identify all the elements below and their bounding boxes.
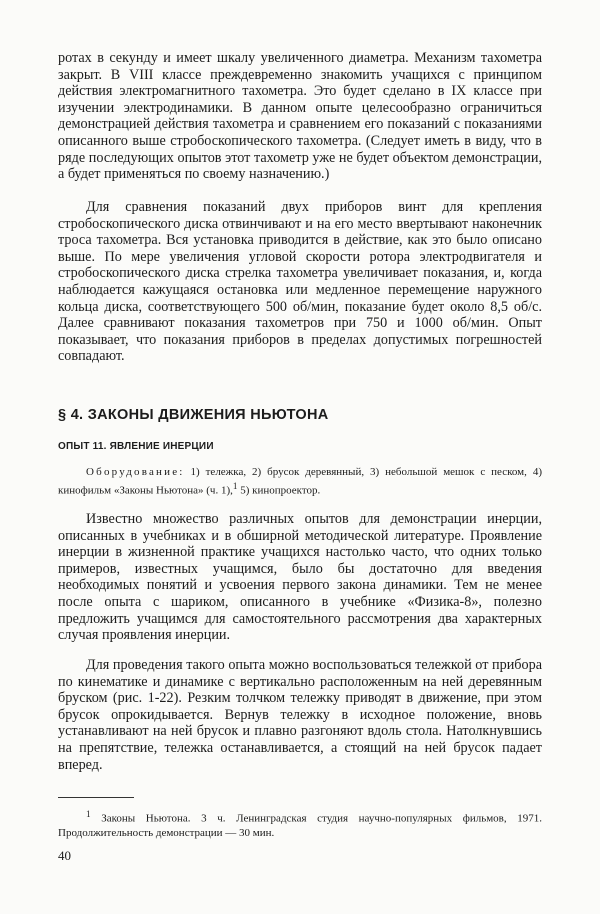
paragraph-inertia-intro: Известно множество различных опытов для демонстрации инерции, описанных в учебниках и в обширной методической литературе. Проявление инерции в жизненной практике учащихся настолько часто, что одних только примеров, известных учащимся, было бы достаточно для введения необходимых понятий и усвоения первого закона динамики. Тем не менее после опыта с шариком, описанного в учебнике «Физика-8», полезно предложить учащимся для самостоятельного рассмотрения два характерных случая проявления инерции. <box>58 511 542 644</box>
paragraph-tachometer-comparison: Для сравнения показаний двух приборов винт для крепления стробоскопического диска отвинчивают и на его место ввертывают наконечник троса тахометра. Вся установка приводится в действие, как это было описано выше. По мере увеличения угловой скорости ротора электродвигателя и стробоскопического диска стрелка тахометра увеличивает показания, и, когда наблюдается кажущаяся остановка или медленное перемещение наружного кольца диска, соответствующего 500 об/мин, показание будет около 8,5 об/с. Далее сравнивают показания тахометров при 750 и 1000 об/мин. Опыт показывает, что показания приборов в пределах допустимых погрешностей совпадают. <box>58 199 542 365</box>
equipment-text: 1) тележка, 2) брусок деревянный, 3) небольшой мешок с песком, 4) кинофильм «Законы Ньютона» (ч. 1), <box>58 466 542 497</box>
footnote-text: Законы Ньютона. 3 ч. Ленинградская студия научно-популярных фильмов, 1971. Продолжительность демонстрации — 30 мин. <box>58 812 542 839</box>
equipment-label: Оборудование: <box>86 466 185 478</box>
experiment-title: ОПЫТ 11. ЯВЛЕНИЕ ИНЕРЦИИ <box>58 441 214 452</box>
footnote-mark: 1 <box>86 809 91 819</box>
paragraph-tachometer-intro: ротах в секунду и имеет шкалу увеличенного диаметра. Механизм тахометра закрыт. В VIII классе преждевременно знакомить учащихся с принципом действия электромагнитного тахометра. Это будет сделано в IX классе при изучении электродинамики. В данном опыте целесообразно ограничиться демонстрацией действия тахометра и сравнением его показаний с показаниями описанного выше стробоскопического тахометра. (Следует иметь в виду, что в ряде последующих опытов этот тахометр уже не будет объектом демонстрации, а будет применяться по своему назначению.) <box>58 50 542 183</box>
footnote-divider <box>58 797 134 798</box>
page-number: 40 <box>58 848 71 863</box>
footnote-reference: 1 <box>232 480 238 491</box>
equipment-list <box>58 466 542 498</box>
section-title: § 4. ЗАКОНЫ ДВИЖЕНИЯ НЬЮТОНА <box>58 407 329 423</box>
footnote <box>58 807 542 840</box>
equipment-text-end: 5) кинопроектор. <box>237 484 321 497</box>
paragraph-cart-experiment: Для проведения такого опыта можно воспользоваться тележкой от прибора по кинематике и динамике с вертикально расположенным на ней деревянным бруском (рис. 1-22). Резким толчком тележку приводят в движение, при этом брусок опрокидывается. Вернув тележку в исходное положение, вновь устанавливают на ней брусок и плавно разгоняют вдоль стола. Натолкнувшись на препятствие, тележка останавливается, а стоящий на ней брусок падает вперед. <box>58 657 542 773</box>
